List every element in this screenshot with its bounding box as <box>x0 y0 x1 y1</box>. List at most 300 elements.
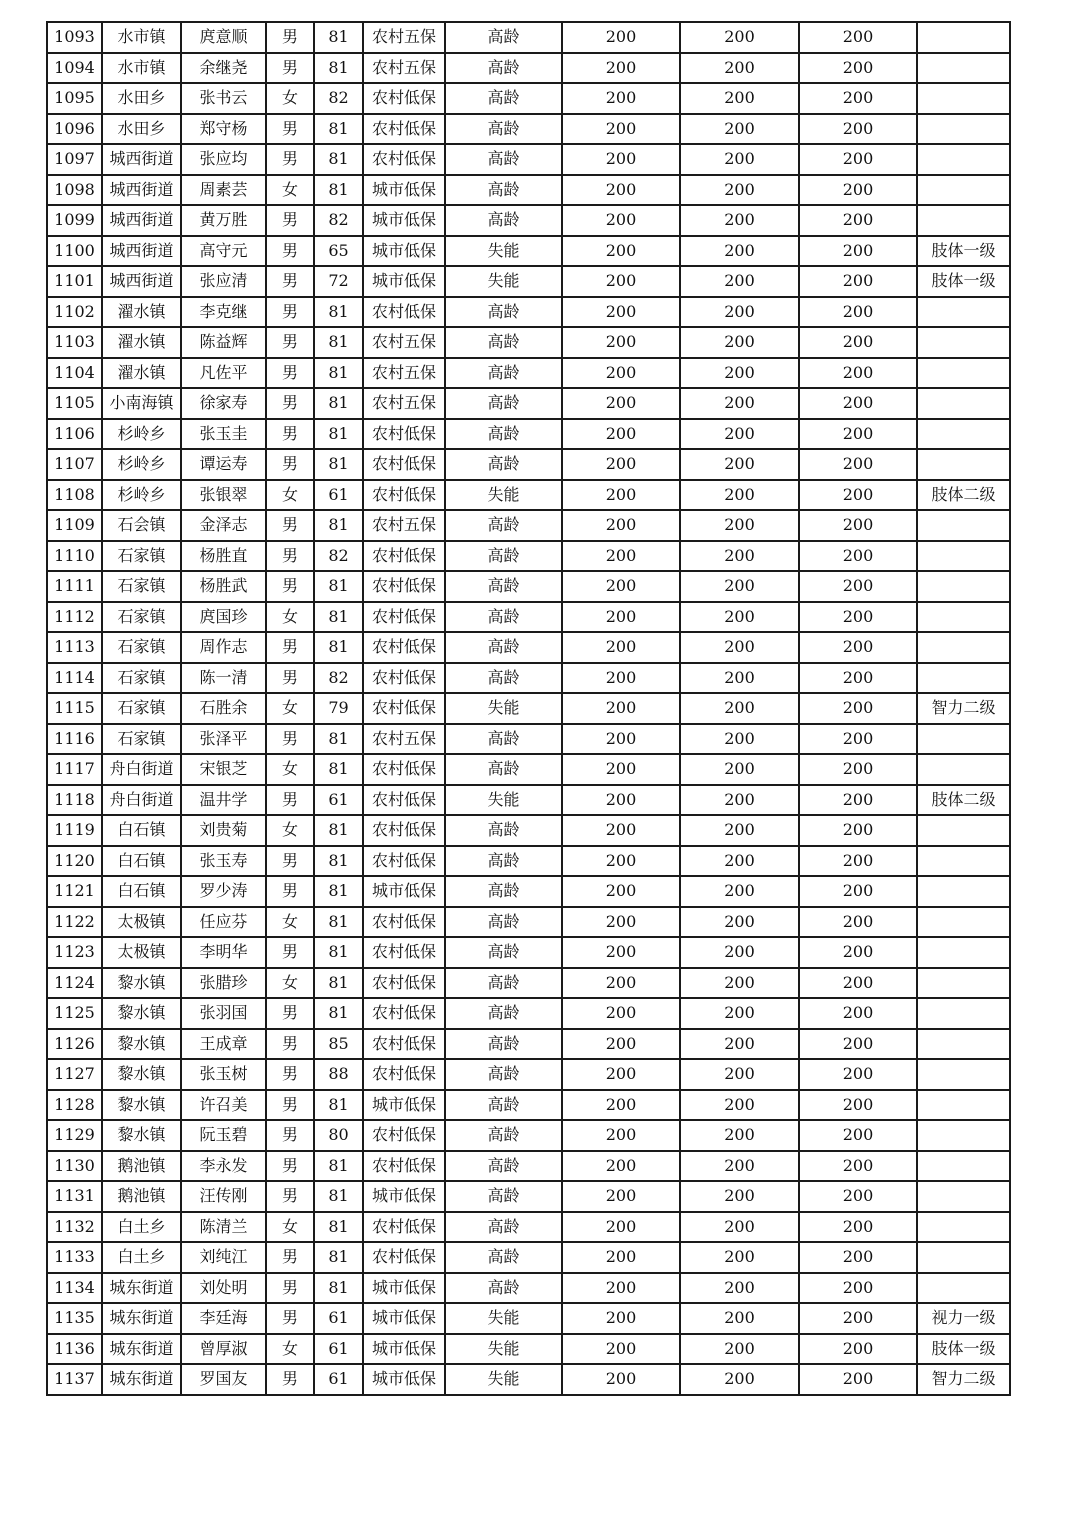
amount-3-cell: 200 <box>799 83 917 114</box>
amount-1-cell: 200 <box>562 419 680 450</box>
gender-cell: 男 <box>266 846 314 877</box>
amount-3-cell: 200 <box>799 1242 917 1273</box>
amount-2-cell: 200 <box>680 846 799 877</box>
assistance-type-cell: 农村低保 <box>363 144 445 175</box>
category-cell: 高龄 <box>445 1059 562 1090</box>
township-cell: 水市镇 <box>102 22 181 53</box>
amount-3-cell: 200 <box>799 815 917 846</box>
gender-cell: 男 <box>266 449 314 480</box>
category-cell: 高龄 <box>445 602 562 633</box>
table-row <box>47 480 1010 511</box>
category-cell: 高龄 <box>445 449 562 480</box>
row-number-cell: 1133 <box>47 1242 102 1273</box>
row-number-cell: 1102 <box>47 297 102 328</box>
age-cell: 61 <box>314 1303 363 1334</box>
age-cell: 81 <box>314 358 363 389</box>
person-name-cell: 周素芸 <box>181 175 266 206</box>
category-cell: 高龄 <box>445 53 562 84</box>
amount-3-cell: 200 <box>799 358 917 389</box>
gender-cell: 男 <box>266 541 314 572</box>
township-cell: 城西街道 <box>102 266 181 297</box>
category-cell: 高龄 <box>445 388 562 419</box>
assistance-type-cell: 农村低保 <box>363 1212 445 1243</box>
row-number-cell: 1110 <box>47 541 102 572</box>
amount-2-cell: 200 <box>680 754 799 785</box>
township-cell: 白石镇 <box>102 876 181 907</box>
category-cell: 失能 <box>445 785 562 816</box>
category-cell: 高龄 <box>445 1029 562 1060</box>
disability-grade-cell <box>917 846 1010 877</box>
age-cell: 61 <box>314 785 363 816</box>
amount-2-cell: 200 <box>680 541 799 572</box>
township-cell: 杉岭乡 <box>102 419 181 450</box>
person-name-cell: 王成章 <box>181 1029 266 1060</box>
gender-cell: 男 <box>266 144 314 175</box>
amount-1-cell: 200 <box>562 815 680 846</box>
person-name-cell: 张腊珍 <box>181 968 266 999</box>
amount-3-cell: 200 <box>799 754 917 785</box>
person-name-cell: 高守元 <box>181 236 266 267</box>
age-cell: 81 <box>314 144 363 175</box>
amount-2-cell: 200 <box>680 1120 799 1151</box>
table-row <box>47 419 1010 450</box>
row-number-cell: 1126 <box>47 1029 102 1060</box>
category-cell: 高龄 <box>445 297 562 328</box>
category-cell: 高龄 <box>445 1151 562 1182</box>
category-cell: 高龄 <box>445 175 562 206</box>
assistance-type-cell: 农村低保 <box>363 663 445 694</box>
row-number-cell: 1099 <box>47 205 102 236</box>
table-row <box>47 297 1010 328</box>
amount-1-cell: 200 <box>562 785 680 816</box>
disability-grade-cell: 肢体二级 <box>917 785 1010 816</box>
amount-3-cell: 200 <box>799 1212 917 1243</box>
amount-1-cell: 200 <box>562 53 680 84</box>
category-cell: 高龄 <box>445 876 562 907</box>
township-cell: 白石镇 <box>102 815 181 846</box>
category-cell: 高龄 <box>445 1120 562 1151</box>
table-row <box>47 937 1010 968</box>
table-row <box>47 1090 1010 1121</box>
assistance-type-cell: 农村低保 <box>363 83 445 114</box>
gender-cell: 男 <box>266 205 314 236</box>
row-number-cell: 1131 <box>47 1181 102 1212</box>
person-name-cell: 黄万胜 <box>181 205 266 236</box>
gender-cell: 女 <box>266 602 314 633</box>
age-cell: 81 <box>314 937 363 968</box>
amount-1-cell: 200 <box>562 663 680 694</box>
township-cell: 石家镇 <box>102 571 181 602</box>
row-number-cell: 1123 <box>47 937 102 968</box>
category-cell: 高龄 <box>445 632 562 663</box>
assistance-type-cell: 农村低保 <box>363 480 445 511</box>
disability-grade-cell: 肢体一级 <box>917 266 1010 297</box>
amount-2-cell: 200 <box>680 1242 799 1273</box>
person-name-cell: 罗少涛 <box>181 876 266 907</box>
amount-1-cell: 200 <box>562 1181 680 1212</box>
amount-2-cell: 200 <box>680 327 799 358</box>
gender-cell: 男 <box>266 998 314 1029</box>
roster-table-body <box>47 22 1010 1395</box>
township-cell: 白石镇 <box>102 846 181 877</box>
amount-2-cell: 200 <box>680 693 799 724</box>
gender-cell: 女 <box>266 693 314 724</box>
assistance-type-cell: 农村低保 <box>363 815 445 846</box>
person-name-cell: 张玉寿 <box>181 846 266 877</box>
table-row <box>47 815 1010 846</box>
assistance-type-cell: 农村低保 <box>363 419 445 450</box>
amount-1-cell: 200 <box>562 602 680 633</box>
amount-2-cell: 200 <box>680 1029 799 1060</box>
disability-grade-cell <box>917 1151 1010 1182</box>
amount-3-cell: 200 <box>799 1029 917 1060</box>
row-number-cell: 1113 <box>47 632 102 663</box>
row-number-cell: 1135 <box>47 1303 102 1334</box>
gender-cell: 男 <box>266 876 314 907</box>
gender-cell: 男 <box>266 632 314 663</box>
amount-2-cell: 200 <box>680 937 799 968</box>
assistance-type-cell: 农村低保 <box>363 907 445 938</box>
township-cell: 水田乡 <box>102 83 181 114</box>
gender-cell: 男 <box>266 510 314 541</box>
category-cell: 高龄 <box>445 114 562 145</box>
person-name-cell: 李廷海 <box>181 1303 266 1334</box>
amount-2-cell: 200 <box>680 663 799 694</box>
amount-3-cell: 200 <box>799 907 917 938</box>
assistance-type-cell: 农村低保 <box>363 846 445 877</box>
assistance-type-cell: 农村五保 <box>363 510 445 541</box>
person-name-cell: 张羽国 <box>181 998 266 1029</box>
disability-grade-cell <box>917 602 1010 633</box>
row-number-cell: 1104 <box>47 358 102 389</box>
assistance-type-cell: 农村低保 <box>363 1029 445 1060</box>
age-cell: 81 <box>314 175 363 206</box>
township-cell: 濯水镇 <box>102 358 181 389</box>
township-cell: 黎水镇 <box>102 1059 181 1090</box>
table-row <box>47 1120 1010 1151</box>
amount-1-cell: 200 <box>562 937 680 968</box>
township-cell: 石家镇 <box>102 602 181 633</box>
township-cell: 太极镇 <box>102 907 181 938</box>
gender-cell: 男 <box>266 358 314 389</box>
person-name-cell: 张应均 <box>181 144 266 175</box>
person-name-cell: 徐家寿 <box>181 388 266 419</box>
amount-2-cell: 200 <box>680 571 799 602</box>
table-row <box>47 846 1010 877</box>
township-cell: 杉岭乡 <box>102 449 181 480</box>
amount-2-cell: 200 <box>680 388 799 419</box>
row-number-cell: 1129 <box>47 1120 102 1151</box>
amount-1-cell: 200 <box>562 83 680 114</box>
amount-3-cell: 200 <box>799 541 917 572</box>
person-name-cell: 张银翠 <box>181 480 266 511</box>
gender-cell: 男 <box>266 297 314 328</box>
category-cell: 失能 <box>445 693 562 724</box>
category-cell: 失能 <box>445 236 562 267</box>
table-row <box>47 266 1010 297</box>
age-cell: 81 <box>314 968 363 999</box>
person-name-cell: 张书云 <box>181 83 266 114</box>
age-cell: 81 <box>314 876 363 907</box>
assistance-type-cell: 农村五保 <box>363 358 445 389</box>
amount-2-cell: 200 <box>680 205 799 236</box>
person-name-cell: 宋银芝 <box>181 754 266 785</box>
row-number-cell: 1127 <box>47 1059 102 1090</box>
assistance-type-cell: 城市低保 <box>363 236 445 267</box>
age-cell: 82 <box>314 541 363 572</box>
gender-cell: 男 <box>266 785 314 816</box>
amount-1-cell: 200 <box>562 22 680 53</box>
person-name-cell: 陈清兰 <box>181 1212 266 1243</box>
disability-grade-cell <box>917 663 1010 694</box>
township-cell: 太极镇 <box>102 937 181 968</box>
amount-1-cell: 200 <box>562 266 680 297</box>
township-cell: 杉岭乡 <box>102 480 181 511</box>
disability-grade-cell: 智力二级 <box>917 693 1010 724</box>
person-name-cell: 任应芬 <box>181 907 266 938</box>
assistance-type-cell: 农村低保 <box>363 1120 445 1151</box>
assistance-type-cell: 城市低保 <box>363 1364 445 1395</box>
age-cell: 81 <box>314 1273 363 1304</box>
assistance-type-cell: 农村低保 <box>363 968 445 999</box>
amount-1-cell: 200 <box>562 724 680 755</box>
table-row <box>47 114 1010 145</box>
category-cell: 失能 <box>445 480 562 511</box>
row-number-cell: 1118 <box>47 785 102 816</box>
category-cell: 高龄 <box>445 815 562 846</box>
township-cell: 濯水镇 <box>102 297 181 328</box>
table-row <box>47 1242 1010 1273</box>
township-cell: 石会镇 <box>102 510 181 541</box>
amount-3-cell: 200 <box>799 1273 917 1304</box>
person-name-cell: 张应清 <box>181 266 266 297</box>
amount-1-cell: 200 <box>562 754 680 785</box>
assistance-type-cell: 城市低保 <box>363 175 445 206</box>
amount-1-cell: 200 <box>562 1273 680 1304</box>
amount-2-cell: 200 <box>680 83 799 114</box>
amount-3-cell: 200 <box>799 968 917 999</box>
row-number-cell: 1098 <box>47 175 102 206</box>
disability-grade-cell <box>917 937 1010 968</box>
disability-grade-cell <box>917 419 1010 450</box>
table-row <box>47 876 1010 907</box>
disability-grade-cell <box>917 754 1010 785</box>
row-number-cell: 1106 <box>47 419 102 450</box>
disability-grade-cell <box>917 83 1010 114</box>
disability-grade-cell <box>917 876 1010 907</box>
age-cell: 81 <box>314 1181 363 1212</box>
gender-cell: 男 <box>266 53 314 84</box>
age-cell: 81 <box>314 297 363 328</box>
age-cell: 72 <box>314 266 363 297</box>
table-row <box>47 541 1010 572</box>
row-number-cell: 1120 <box>47 846 102 877</box>
township-cell: 水市镇 <box>102 53 181 84</box>
table-row <box>47 663 1010 694</box>
age-cell: 81 <box>314 571 363 602</box>
amount-1-cell: 200 <box>562 1090 680 1121</box>
age-cell: 81 <box>314 449 363 480</box>
person-name-cell: 张泽平 <box>181 724 266 755</box>
amount-2-cell: 200 <box>680 266 799 297</box>
disability-grade-cell: 肢体二级 <box>917 480 1010 511</box>
disability-grade-cell <box>917 1029 1010 1060</box>
township-cell: 鹅池镇 <box>102 1181 181 1212</box>
amount-3-cell: 200 <box>799 693 917 724</box>
category-cell: 失能 <box>445 1303 562 1334</box>
township-cell: 黎水镇 <box>102 1120 181 1151</box>
table-row <box>47 968 1010 999</box>
amount-3-cell: 200 <box>799 266 917 297</box>
table-row <box>47 53 1010 84</box>
township-cell: 白土乡 <box>102 1212 181 1243</box>
amount-3-cell: 200 <box>799 510 917 541</box>
table-row <box>47 22 1010 53</box>
amount-3-cell: 200 <box>799 876 917 907</box>
assistance-type-cell: 农村低保 <box>363 998 445 1029</box>
gender-cell: 女 <box>266 175 314 206</box>
township-cell: 白土乡 <box>102 1242 181 1273</box>
category-cell: 高龄 <box>445 541 562 572</box>
person-name-cell: 庹国珍 <box>181 602 266 633</box>
row-number-cell: 1101 <box>47 266 102 297</box>
gender-cell: 女 <box>266 83 314 114</box>
row-number-cell: 1115 <box>47 693 102 724</box>
township-cell: 石家镇 <box>102 693 181 724</box>
amount-1-cell: 200 <box>562 480 680 511</box>
amount-3-cell: 200 <box>799 1334 917 1365</box>
township-cell: 城西街道 <box>102 144 181 175</box>
category-cell: 高龄 <box>445 998 562 1029</box>
person-name-cell: 张玉圭 <box>181 419 266 450</box>
assistance-type-cell: 城市低保 <box>363 1303 445 1334</box>
amount-3-cell: 200 <box>799 22 917 53</box>
category-cell: 高龄 <box>445 510 562 541</box>
row-number-cell: 1100 <box>47 236 102 267</box>
person-name-cell: 李永发 <box>181 1151 266 1182</box>
age-cell: 81 <box>314 907 363 938</box>
amount-3-cell: 200 <box>799 480 917 511</box>
amount-2-cell: 200 <box>680 815 799 846</box>
amount-3-cell: 200 <box>799 1090 917 1121</box>
row-number-cell: 1124 <box>47 968 102 999</box>
amount-1-cell: 200 <box>562 693 680 724</box>
gender-cell: 男 <box>266 1303 314 1334</box>
age-cell: 81 <box>314 998 363 1029</box>
disability-grade-cell <box>917 114 1010 145</box>
assistance-type-cell: 农村低保 <box>363 754 445 785</box>
table-row <box>47 1029 1010 1060</box>
assistance-type-cell: 城市低保 <box>363 876 445 907</box>
age-cell: 82 <box>314 83 363 114</box>
disability-grade-cell <box>917 1181 1010 1212</box>
gender-cell: 男 <box>266 419 314 450</box>
township-cell: 小南海镇 <box>102 388 181 419</box>
age-cell: 82 <box>314 205 363 236</box>
category-cell: 失能 <box>445 1364 562 1395</box>
amount-2-cell: 200 <box>680 236 799 267</box>
assistance-type-cell: 农村低保 <box>363 632 445 663</box>
row-number-cell: 1137 <box>47 1364 102 1395</box>
disability-grade-cell <box>917 297 1010 328</box>
assistance-type-cell: 农村五保 <box>363 53 445 84</box>
disability-grade-cell <box>917 571 1010 602</box>
amount-1-cell: 200 <box>562 1303 680 1334</box>
amount-2-cell: 200 <box>680 907 799 938</box>
assistance-type-cell: 农村五保 <box>363 724 445 755</box>
category-cell: 高龄 <box>445 1181 562 1212</box>
row-number-cell: 1119 <box>47 815 102 846</box>
table-row <box>47 327 1010 358</box>
person-name-cell: 金泽志 <box>181 510 266 541</box>
amount-3-cell: 200 <box>799 53 917 84</box>
category-cell: 高龄 <box>445 663 562 694</box>
age-cell: 81 <box>314 419 363 450</box>
person-name-cell: 庹意顺 <box>181 22 266 53</box>
age-cell: 81 <box>314 510 363 541</box>
amount-1-cell: 200 <box>562 297 680 328</box>
amount-3-cell: 200 <box>799 327 917 358</box>
table-row <box>47 785 1010 816</box>
age-cell: 81 <box>314 1151 363 1182</box>
disability-grade-cell <box>917 22 1010 53</box>
table-row <box>47 449 1010 480</box>
amount-1-cell: 200 <box>562 236 680 267</box>
amount-3-cell: 200 <box>799 998 917 1029</box>
category-cell: 高龄 <box>445 327 562 358</box>
gender-cell: 男 <box>266 22 314 53</box>
township-cell: 舟白街道 <box>102 754 181 785</box>
amount-2-cell: 200 <box>680 785 799 816</box>
category-cell: 失能 <box>445 1334 562 1365</box>
disability-grade-cell <box>917 327 1010 358</box>
amount-1-cell: 200 <box>562 388 680 419</box>
category-cell: 高龄 <box>445 724 562 755</box>
amount-1-cell: 200 <box>562 510 680 541</box>
amount-1-cell: 200 <box>562 876 680 907</box>
row-number-cell: 1134 <box>47 1273 102 1304</box>
township-cell: 石家镇 <box>102 724 181 755</box>
assistance-type-cell: 城市低保 <box>363 1090 445 1121</box>
township-cell: 城西街道 <box>102 236 181 267</box>
disability-grade-cell: 肢体一级 <box>917 236 1010 267</box>
township-cell: 舟白街道 <box>102 785 181 816</box>
assistance-type-cell: 农村低保 <box>363 602 445 633</box>
disability-grade-cell <box>917 1090 1010 1121</box>
person-name-cell: 阮玉碧 <box>181 1120 266 1151</box>
amount-3-cell: 200 <box>799 388 917 419</box>
disability-grade-cell <box>917 1242 1010 1273</box>
amount-3-cell: 200 <box>799 205 917 236</box>
amount-2-cell: 200 <box>680 724 799 755</box>
assistance-type-cell: 农村低保 <box>363 449 445 480</box>
township-cell: 石家镇 <box>102 663 181 694</box>
category-cell: 高龄 <box>445 22 562 53</box>
amount-3-cell: 200 <box>799 1364 917 1395</box>
disability-grade-cell <box>917 388 1010 419</box>
township-cell: 黎水镇 <box>102 998 181 1029</box>
age-cell: 81 <box>314 388 363 419</box>
category-cell: 高龄 <box>445 358 562 389</box>
row-number-cell: 1128 <box>47 1090 102 1121</box>
gender-cell: 男 <box>266 1090 314 1121</box>
table-row <box>47 571 1010 602</box>
table-row <box>47 144 1010 175</box>
amount-2-cell: 200 <box>680 297 799 328</box>
gender-cell: 女 <box>266 480 314 511</box>
row-number-cell: 1093 <box>47 22 102 53</box>
person-name-cell: 刘处明 <box>181 1273 266 1304</box>
